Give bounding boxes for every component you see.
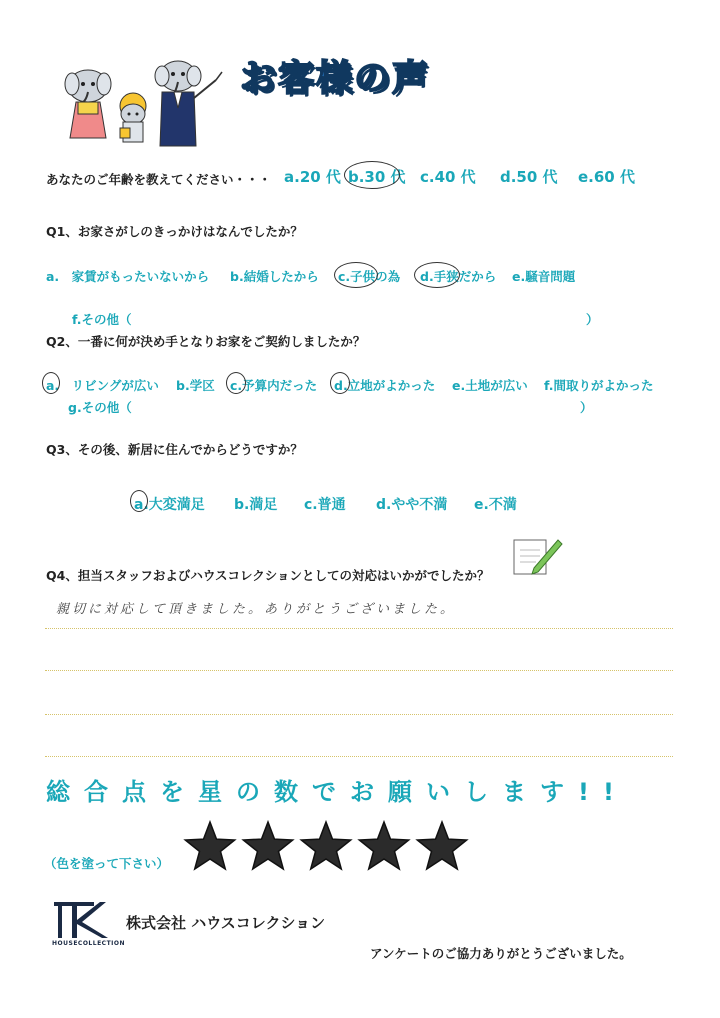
q2-option-b[interactable]: b.学区 [176,378,215,393]
star-3[interactable] [301,822,350,869]
rating-stars[interactable] [182,820,472,876]
q2-option-f[interactable]: f.間取りがよかった [544,378,654,393]
q1-question: Q1、お家さがしのきっかけはなんでしたか？ [46,224,303,239]
q1-option-c[interactable]: c.子供の為 [338,269,401,284]
q2-question: Q2、一番に何が決め手となりお家をご契約しましたか？ [46,334,366,349]
age-option-a[interactable]: a.20 代 [284,168,341,186]
selection-circle [334,262,378,288]
age-option-e[interactable]: e.60 代 [578,168,635,186]
star-5[interactable] [417,822,466,869]
q3-option-b[interactable]: b.満足 [234,497,278,513]
selection-circle [226,372,246,394]
q2-other-close: ） [580,400,593,415]
star-2[interactable] [243,822,292,869]
q3-option-c[interactable]: c.普通 [304,497,346,513]
answer-line [45,714,673,715]
selection-circle [414,262,460,288]
star-4[interactable] [359,822,408,869]
age-question: あなたのご年齢を教えてください・・・ [46,172,272,187]
logo-text: HOUSECOLLECTION [52,940,126,947]
q2-option-d[interactable]: d.立地がよかった [334,378,436,393]
q4-question: Q4、担当スタッフおよびハウスコレクションとしての対応はいかがでしたか？ [46,568,490,583]
q2-option-e[interactable]: e.土地が広い [452,378,528,393]
q3-option-a[interactable]: a.大変満足 [134,497,205,513]
selection-circle [344,161,400,189]
q1-option-d[interactable]: d.手狭だから [420,269,497,284]
q1-other[interactable]: f.その他（ [72,312,132,327]
thanks-message: アンケートのご協力ありがとうございました。 [370,946,632,961]
q1-option-a[interactable]: a. 家賃がもったいないから [46,269,210,284]
age-option-d[interactable]: d.50 代 [500,168,558,186]
rating-heading: 総合点を星の数でお願いします!! [46,778,628,806]
answer-line [45,628,673,629]
q2-other[interactable]: g.その他（ [68,400,132,415]
q3-question: Q3、その後、新居に住んでからどうですか？ [46,442,303,457]
answer-line [45,670,673,671]
selection-circle [42,372,60,394]
star-1[interactable] [185,822,234,869]
selection-circle [330,372,350,394]
rating-instruction: （色を塗って下さい） [44,856,170,871]
q2-option-c[interactable]: c.予算内だった [230,378,318,393]
notepad-pencil-icon [512,534,564,576]
company-name: 株式会社 ハウスコレクション [126,914,326,932]
q3-option-e[interactable]: e.不満 [474,497,517,513]
selection-circle [130,490,148,512]
q4-answer[interactable]: 親切に対応して頂きました。ありがとうございました。 [56,602,457,617]
answer-line [45,756,673,757]
age-option-b[interactable]: b.30 代 [348,168,406,186]
age-option-c[interactable]: c.40 代 [420,168,476,186]
q1-other-close: ） [586,312,599,327]
q1-option-b[interactable]: b.結婚したから [230,269,319,284]
page-title: お客様の声 [240,58,431,99]
q2-option-a[interactable]: a. リビングが広い [46,378,159,393]
q1-option-e[interactable]: e.騒音問題 [512,269,576,284]
mascot-illustration [58,58,228,150]
q3-option-d[interactable]: d.やや不満 [376,497,448,513]
